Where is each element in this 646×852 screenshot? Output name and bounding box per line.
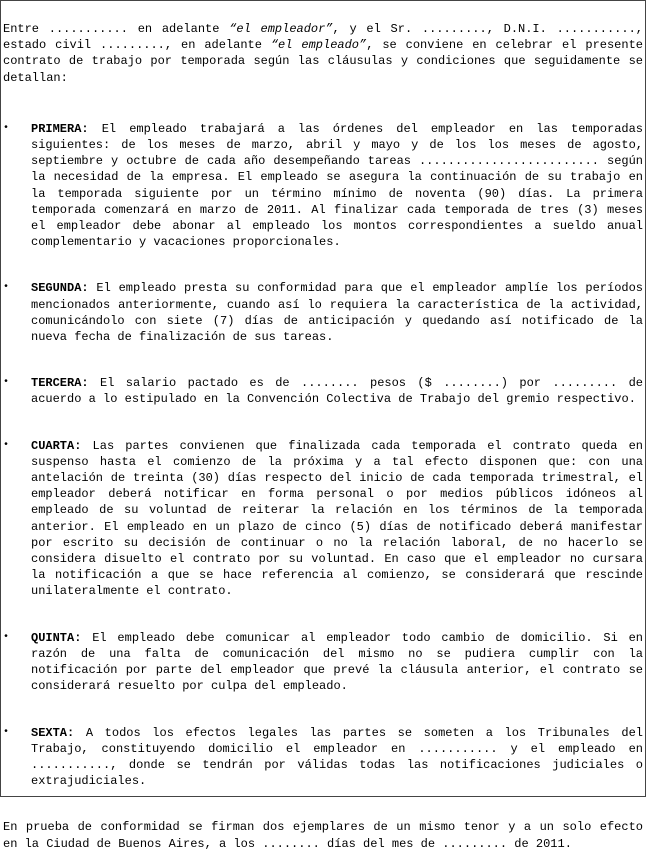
clause-label: TERCERA: [31, 376, 89, 391]
clause-sexta [3, 725, 643, 790]
clause-label: SEGUNDA: [31, 281, 89, 296]
clause-text: El salario pactado es de ........ pesos ($ ........) por ......... de acuerdo a lo estipulado en la Convención Colectiva de Trabajo del gremio respectivo. [31, 376, 644, 407]
employee-term: “el empleado” [270, 38, 367, 53]
clause-segunda [3, 280, 643, 345]
clause-tercera [3, 375, 643, 407]
bullet-icon: • [3, 439, 10, 451]
intro-paragraph [3, 21, 643, 86]
clause-label: QUINTA: [31, 630, 82, 645]
clause-text: Las partes convienen que finalizada cada temporada el contrato queda en suspenso hasta el comienzo de la próxima y a tal efecto disponen que: con una antelación de treinta (30) días respecto del inicio de cada temporada trimestral, el empleador deberá notificar en forma personal o por medios públicos idóneos al empleado de su voluntad de reiterar la relación en los términos de la temporada anterior. El empleado en un plazo de cinco (5) días de notificado deberá manifestar por escrito su decisión de continuar o no la relación laboral, de no hacerlo se considera disuelto el contrato por su voluntad. En caso que el empleador no cursara la notificación a que se hace referencia al comienzo, se considerará que rescinde unilateralmente el contrato. [31, 438, 643, 599]
clause-cuarta [3, 438, 643, 600]
clause-text: A todos los efectos legales las partes se someten a los Tribunales del Trabajo, constituyendo domicilio el empleador en ........... y el empleado en ..........., donde se tendrán por válidas todas las notificaciones judiciales o extrajudiciales. [31, 725, 643, 789]
intro-text-3: , se conviene en celebrar el presente contrato de trabajo por temporada según las cláusulas y condiciones que seguidamente se detallan: [3, 38, 643, 85]
bullet-icon: • [3, 726, 10, 738]
clause-label: CUARTA: [31, 438, 82, 453]
contract-document [3, 21, 643, 852]
clause-primera [3, 121, 643, 251]
clause-label: PRIMERA: [31, 121, 89, 136]
clause-quinta [3, 630, 643, 695]
clause-label: SEXTA: [31, 725, 75, 740]
bullet-icon: • [3, 122, 10, 134]
intro-text-2: , y el Sr. ........., D.N.I. ..........., estado civil ........., en adelante [3, 22, 643, 53]
bullet-icon: • [3, 377, 10, 389]
clause-text: El empleado trabajará a las órdenes del empleador en las temporadas siguientes: de los meses de marzo, abril y mayo y de los los meses de agosto, septiembre y octubre de cada año desempeñando tareas ......................... según la necesidad de la empresa. El empleado se asegura la continuación de su trabajo en la temporada siguiente por un término mínimo de noventa (90) días. La primera temporada comenzará en marzo de 2011. Al finalizar cada temporada de tres (3) meses el empleador debe abonar al empleado los montos correspondientes a sueldo anual complementario y vacaciones proporcionales. [31, 121, 644, 250]
bullet-icon: • [3, 631, 10, 643]
bullet-icon: • [3, 282, 10, 294]
clause-text: El empleado debe comunicar al empleador todo cambio de domicilio. Si en razón de una falta de comunicación del mismo no se pudiera cumplir con la notificación por parte del empleador que prevé la cláusula anterior, el contrato se considerará resuelto por culpa del empleado. [31, 630, 643, 694]
intro-text-1: Entre ........... en adelante [3, 22, 230, 36]
clause-text: El empleado presta su conformidad para que el empleador amplíe los períodos mencionados anteriormente, cuando así lo requiera la característica de la actividad, comunicándolo con siete (7) días de anticipación y quedando así notificado de la nueva fecha de finalización de sus tareas. [31, 281, 643, 345]
employer-term: “el empleador” [229, 22, 333, 36]
closing-paragraph: En prueba de conformidad se firman dos ejemplares de un mismo tenor y a un solo efecto en la Ciudad de Buenos Aires, a los ........ días del mes de ......... de 2011. [3, 820, 643, 851]
